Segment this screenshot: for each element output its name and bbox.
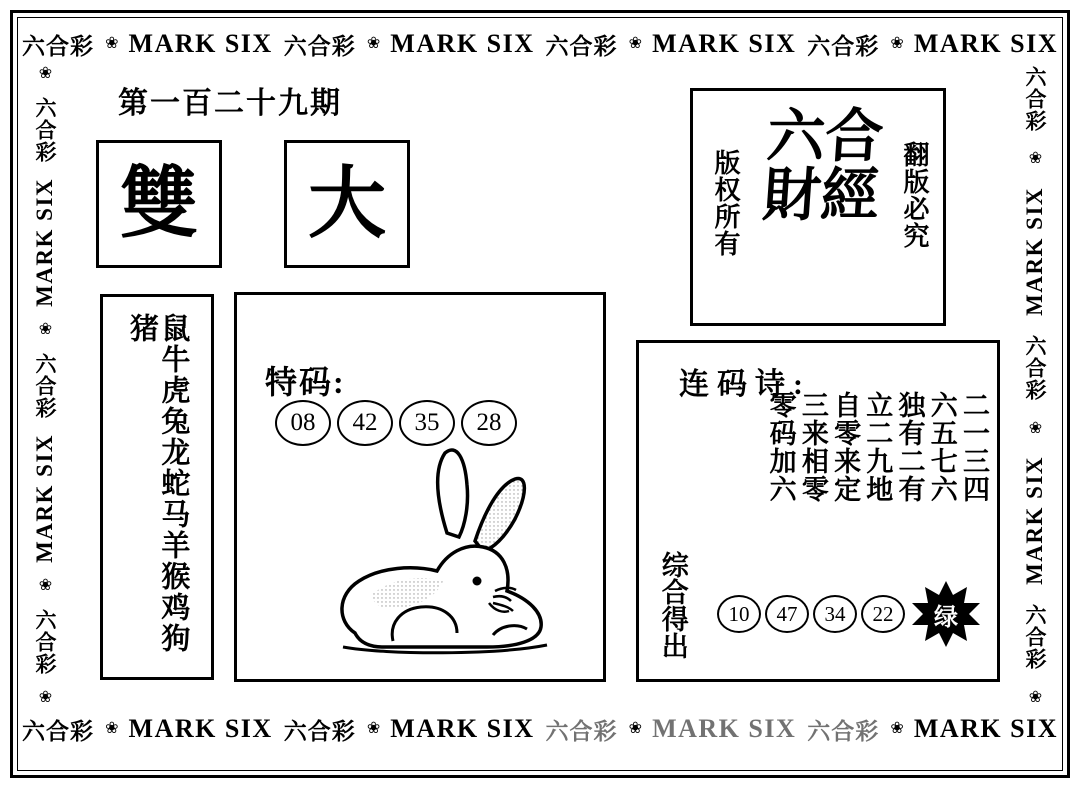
poem-column: 三来相零	[797, 391, 828, 503]
big-char-box-2	[284, 140, 410, 268]
poem-box	[636, 340, 1000, 682]
poem-column: 二一三四	[959, 391, 989, 503]
poem-columns	[659, 391, 989, 591]
star-label: 绿	[934, 604, 958, 631]
marquee-cn: 六合彩	[807, 33, 880, 59]
number-ball: 10	[717, 595, 761, 633]
number-ball: 22	[861, 595, 905, 633]
marquee-cn: 六合彩	[545, 718, 618, 744]
rabbit-icon	[297, 445, 587, 675]
poem-title: 连码诗:	[679, 368, 811, 401]
number-ball: 47	[765, 595, 809, 633]
marquee-top	[22, 22, 1058, 66]
poem-number-balls	[717, 581, 981, 647]
number-ball: 28	[461, 400, 517, 446]
flower-icon: ❀	[890, 35, 903, 52]
marquee-en: MARK SIX	[913, 29, 1058, 58]
special-code-label: 特码:	[265, 364, 346, 400]
number-ball: 34	[813, 595, 857, 633]
marquee-en: MARK SIX	[128, 714, 273, 743]
big-char-box-1	[96, 140, 222, 268]
marquee-cn: 六合彩	[1023, 335, 1047, 402]
poem-footer: 综合得出	[657, 551, 688, 659]
marquee-cn: 六合彩	[22, 33, 94, 59]
flower-icon: ❀	[38, 320, 52, 338]
marquee-en: MARK SIX	[32, 178, 57, 307]
number-ball: 42	[337, 400, 393, 446]
flower-icon: ❀	[38, 66, 52, 82]
marquee-cn: 六合彩	[1023, 66, 1047, 132]
number-ball: 08	[275, 400, 331, 446]
marquee-bottom	[22, 706, 1058, 752]
flower-icon: ❀	[105, 720, 118, 737]
zodiac-list: 鼠牛虎兔龙蛇马羊猴鸡狗猪	[126, 313, 190, 654]
poem-column: 六五七六	[926, 391, 957, 503]
logo-box	[690, 88, 946, 326]
flower-icon: ❀	[628, 720, 641, 737]
marquee-cn: 六合彩	[807, 718, 880, 744]
special-code-balls	[275, 400, 517, 446]
marquee-en: MARK SIX	[652, 714, 797, 743]
flower-icon: ❀	[890, 720, 903, 737]
zodiac-list-box	[100, 294, 214, 680]
poem-column: 自零来定	[830, 391, 861, 503]
marquee-cn: 六合彩	[33, 352, 57, 419]
poem-column: 独有二有	[894, 391, 925, 503]
marquee-en: MARK SIX	[1022, 186, 1047, 316]
marquee-en: MARK SIX	[128, 29, 273, 58]
marquee-en: MARK SIX	[390, 714, 535, 743]
big-char-label: 雙	[119, 160, 198, 247]
flower-icon: ❀	[38, 688, 52, 706]
marquee-cn: 六合彩	[283, 718, 356, 744]
flower-icon: ❀	[38, 576, 52, 594]
logo-warning-text: 翻版必究	[900, 141, 929, 249]
marquee-right	[1012, 66, 1058, 706]
issue-title: 第一百二十九期	[118, 87, 342, 120]
marquee-cn: 六合彩	[283, 33, 356, 59]
flower-icon: ❀	[366, 35, 380, 52]
number-ball: 35	[399, 400, 455, 446]
star-burst-icon	[911, 581, 981, 647]
marquee-left	[22, 66, 68, 706]
marquee-en: MARK SIX	[652, 29, 797, 58]
logo-copyright-text: 版权所有	[711, 149, 740, 257]
marquee-cn: 六合彩	[33, 97, 57, 164]
flower-icon: ❀	[1028, 419, 1042, 437]
flower-icon: ❀	[105, 35, 118, 52]
poem-column: 零码加六	[765, 391, 796, 503]
marquee-cn: 六合彩	[22, 718, 94, 744]
marquee-en: MARK SIX	[32, 434, 57, 563]
logo-title: 六合財經	[760, 104, 886, 229]
flower-icon: ❀	[628, 35, 641, 52]
poem-column: 立二九地	[862, 391, 893, 503]
big-char-label: 大	[307, 160, 386, 247]
flower-icon: ❀	[1028, 150, 1042, 168]
marquee-en: MARK SIX	[390, 29, 535, 58]
marquee-en: MARK SIX	[1022, 456, 1047, 586]
marquee-cn: 六合彩	[1023, 604, 1047, 671]
marquee-cn: 六合彩	[33, 608, 57, 675]
marquee-en: MARK SIX	[913, 714, 1058, 743]
flower-icon: ❀	[366, 720, 380, 737]
special-code-box	[234, 292, 606, 682]
marquee-cn: 六合彩	[545, 33, 618, 59]
flower-icon: ❀	[1028, 688, 1042, 706]
